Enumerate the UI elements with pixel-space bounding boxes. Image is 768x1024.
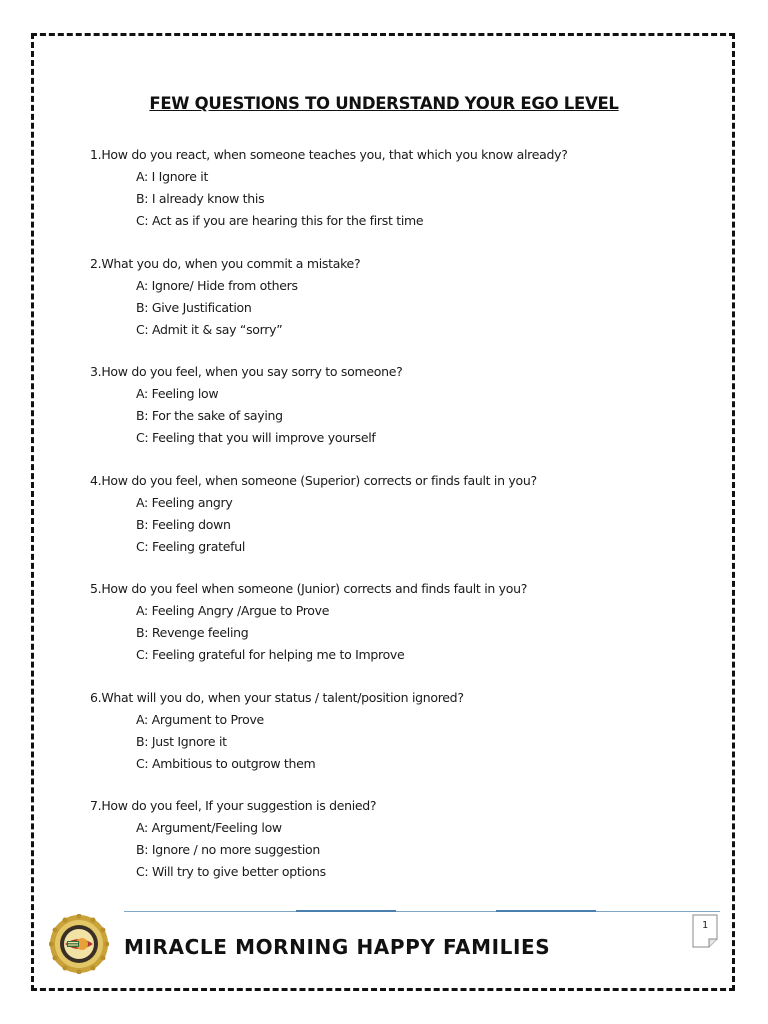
page-number: 1 (701, 920, 709, 931)
question-3 (90, 361, 710, 470)
option-b: B: Ignore / no more suggestion (136, 842, 321, 857)
option-c: C: Will try to give better options (136, 864, 326, 879)
footer-rule (124, 911, 720, 912)
option-b: B: I already know this (136, 191, 265, 206)
question-list (90, 144, 710, 904)
question-text: 2.What you do, when you commit a mistake? (90, 255, 361, 271)
option-b: B: Give Justification (136, 299, 252, 315)
option-b: B: Feeling down (136, 516, 231, 532)
option-b: B: Just Ignore it (136, 733, 227, 749)
question-text: 4.How do you feel, when someone (Superior) corrects or finds fault in you? (90, 472, 537, 488)
option-c: C: Feeling grateful for helping me to Improve (136, 647, 405, 662)
option-a: A: Ignore/ Hide from others (136, 277, 298, 293)
question-7 (90, 795, 710, 904)
seal-logo-icon (49, 914, 109, 974)
question-text: 6.What will you do, when your status / talent/position ignored? (90, 689, 464, 705)
question-6 (90, 687, 710, 796)
option-a: A: Feeling Angry /Argue to Prove (136, 603, 330, 618)
page-title: FEW QUESTIONS TO UNDERSTAND YOUR EGO LEVEL (149, 94, 619, 113)
option-a: A: Argument to Prove (136, 711, 264, 727)
question-text: 3.How do you feel, when you say sorry to someone? (90, 364, 403, 379)
question-1 (90, 144, 710, 253)
option-c: C: Ambitious to outgrow them (136, 755, 316, 771)
footer-rule-accent (296, 910, 396, 912)
question-text: 7.How do you feel, If your suggestion is denied? (90, 798, 377, 813)
option-c: C: Feeling that you will improve yourself (136, 430, 376, 445)
question-2 (90, 253, 710, 362)
question-text: 5.How do you feel when someone (Junior) corrects and finds fault in you? (90, 581, 528, 596)
option-b: B: For the sake of saying (136, 408, 283, 423)
option-a: A: Argument/Feeling low (136, 820, 282, 835)
footer-rule-accent (496, 910, 596, 912)
question-4 (90, 470, 710, 579)
option-c: C: Feeling grateful (136, 538, 245, 554)
page-number-badge (692, 914, 718, 948)
option-a: A: Feeling low (136, 386, 219, 401)
option-a: A: I Ignore it (136, 169, 209, 184)
option-b: B: Revenge feeling (136, 625, 249, 640)
brand-name: MIRACLE MORNING HAPPY FAMILIES (124, 935, 551, 959)
option-c: C: Admit it & say “sorry” (136, 321, 283, 337)
question-text: 1.How do you react, when someone teaches you, that which you know already? (90, 147, 568, 162)
option-a: A: Feeling angry (136, 494, 233, 510)
option-c: C: Act as if you are hearing this for the first time (136, 213, 424, 228)
question-5 (90, 578, 710, 687)
